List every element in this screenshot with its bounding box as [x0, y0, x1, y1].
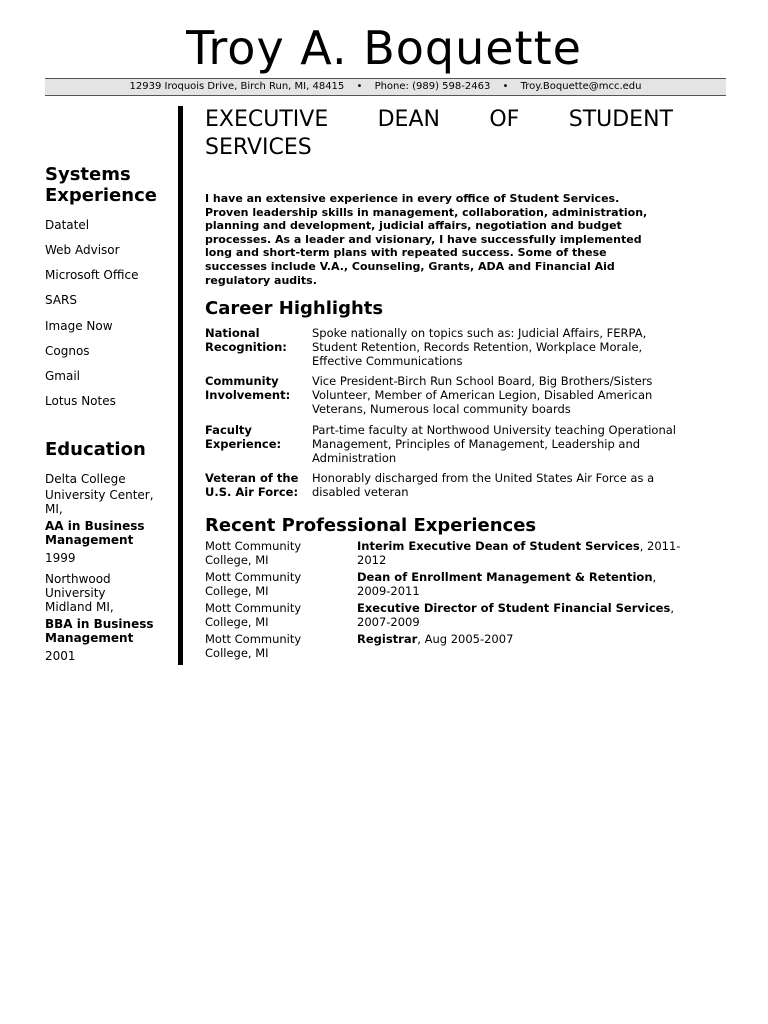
highlight-label: National Recognition:	[205, 326, 287, 354]
highlight-text: Spoke nationally on topics such as: Judicial Affairs, FERPA, Student Retention, Records Retention, Workplace Morale, Effective Communications	[312, 326, 647, 368]
experience-org: Mott Community College, MI	[205, 632, 302, 660]
candidate-name: Troy A. Boquette	[186, 21, 582, 75]
skill-item: Microsoft Office	[45, 268, 139, 282]
highlight-text: Vice President-Birch Run School Board, Big Brothers/Sisters Volunteer, Member of American Legion, Disabled American Veterans, Numerous local community boards	[312, 374, 653, 416]
separator: •	[502, 81, 509, 92]
skill-item: Web Advisor	[45, 243, 120, 257]
experience-role: Dean of Enrollment Management & Retention, 2009-2011	[357, 570, 657, 598]
experience-org: Mott Community College, MI	[205, 601, 302, 629]
phone: Phone: (989) 598-2463	[374, 81, 491, 92]
highlight-text: Honorably discharged from the United States Air Force as a disabled veteran	[312, 471, 655, 499]
summary-paragraph: I have an extensive experience in every office of Student Services. Proven leadership skills in management, collaboration, administration, planning and development, judicial affairs, negotiation and budget processes. As a leader and visionary, I have successfully implemented long and short-term plans with repeated success. Some of these successes include V.A., Counseling, Grants, ADA and Financial Aid regulatory audits.	[205, 192, 648, 287]
experience-role: Executive Director of Student Financial Services, 2007-2009	[357, 601, 674, 629]
career-highlights-heading: Career Highlights	[205, 298, 384, 319]
experience-org: Mott Community College, MI	[205, 539, 302, 567]
experience-org: Mott Community College, MI	[205, 570, 302, 598]
address: 12939 Iroquois Drive, Birch Run, MI, 48415	[129, 81, 345, 92]
experience-role: Registrar, Aug 2005-2007	[357, 632, 514, 646]
skill-item: Image Now	[45, 319, 113, 333]
experience-heading: Recent Professional Experiences	[205, 515, 537, 536]
highlight-text: Part-time faculty at Northwood University teaching Operational Management, Principles of Management, Leadership and Administration	[312, 423, 676, 465]
contact-bar	[45, 78, 726, 96]
job-title: EXECUTIVE DEAN OF STUDENT SERVICES	[205, 107, 673, 160]
separator: •	[356, 81, 363, 92]
skill-item: Datatel	[45, 218, 90, 232]
highlight-label: Veteran of the U.S. Air Force:	[205, 471, 299, 499]
systems-heading: Systems Experience	[45, 164, 157, 206]
education-entry: Northwood University Midland MI, BBA in Business Management 2001	[45, 572, 154, 663]
skill-item: Lotus Notes	[45, 394, 116, 408]
email: Troy.Boquette@mcc.edu	[520, 81, 642, 92]
education-entry: Delta College University Center, MI, AA in Business Management 1999	[45, 472, 154, 565]
skill-item: SARS	[45, 293, 78, 307]
skill-item: Cognos	[45, 344, 90, 358]
skill-item: Gmail	[45, 369, 81, 383]
highlight-label: Community Involvement:	[205, 374, 291, 402]
highlight-label: Faculty Experience:	[205, 423, 282, 451]
experience-role: Interim Executive Dean of Student Services, 2011-2012	[357, 539, 681, 567]
education-heading: Education	[45, 439, 146, 460]
column-divider	[178, 106, 183, 665]
